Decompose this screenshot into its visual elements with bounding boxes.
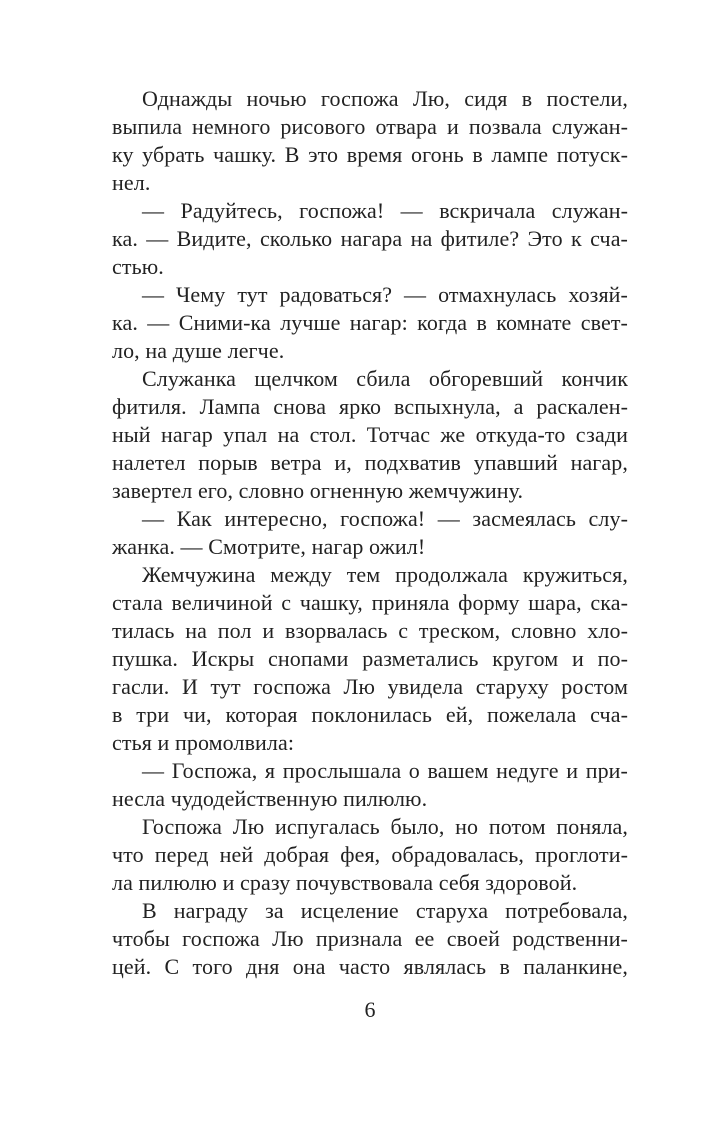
text-line: тилась на пол и взорвалась с треском, словно хло- [112,618,628,643]
text-line: нел. [112,170,151,195]
text-line: несла чудодейственную пилюлю. [112,786,428,811]
page-number [112,996,628,1024]
text-line: стала величиной с чашку, приняла форму шара, ска- [112,590,628,615]
text-line: — Госпожа, я прослышала о вашем недуге и при- [142,758,628,783]
text-line: выпила немного рисового отвара и позвала служан- [112,114,628,139]
text-line: Однажды ночью госпожа Лю, сидя в постели, [142,86,628,111]
text-line: гасли. И тут госпожа Лю увидела старуху ростом [112,674,628,699]
page-text [112,85,628,981]
text-line: жанка. — Смотрите, нагар ожил! [112,534,426,559]
text-line: в три чи, которая поклонилась ей, пожелала сча- [112,702,628,727]
text-line: стья и промолвила: [112,730,295,755]
text-line: Служанка щелчком сбила обгоревший кончик [142,366,628,391]
text-line: ла пилюлю и сразу почувствовала себя здоровой. [112,870,578,895]
text-line: — Радуйтесь, госпожа! — вскричала служан- [142,198,628,223]
text-line: — Как интересно, госпожа! — засмеялась слу- [142,506,628,531]
text-line: ка. — Видите, сколько нагара на фитиле? Это к сча- [112,226,628,251]
text-line: Жемчужина между тем продолжала кружиться, [142,562,628,587]
text-line: ку убрать чашку. В это время огонь в лампе потуск- [112,142,628,167]
text-line: фитиля. Лампа снова ярко вспыхнула, а раскален- [112,394,628,419]
text-line: что перед ней добрая фея, обрадовалась, проглоти- [112,842,628,867]
text-line: ный нагар упал на стол. Тотчас же откуда-то сзади [112,422,628,447]
text-line: ло, на душе легче. [112,338,285,363]
text-line: завертел его, словно огненную жемчужину. [112,478,524,503]
text-line: Госпожа Лю испугалась было, но потом поняла, [142,814,628,839]
text-line: чтобы госпожа Лю признала ее своей родственни- [112,926,628,951]
text-line: пушка. Искры снопами разметались кругом и по- [112,646,628,671]
text-line: налетел порыв ветра и, подхватив упавший нагар, [112,450,628,475]
text-line: цей. С того дня она часто являлась в паланкине, [112,954,628,979]
text-line: стью. [112,254,164,279]
page-number-value: 6 [364,997,376,1022]
text-line: В награду за исцеление старуха потребовала, [142,898,628,923]
text-line: ка. — Сними-ка лучше нагар: когда в комнате свет- [112,310,628,335]
text-line: — Чему тут радоваться? — отмахнулась хозяй- [142,282,628,307]
